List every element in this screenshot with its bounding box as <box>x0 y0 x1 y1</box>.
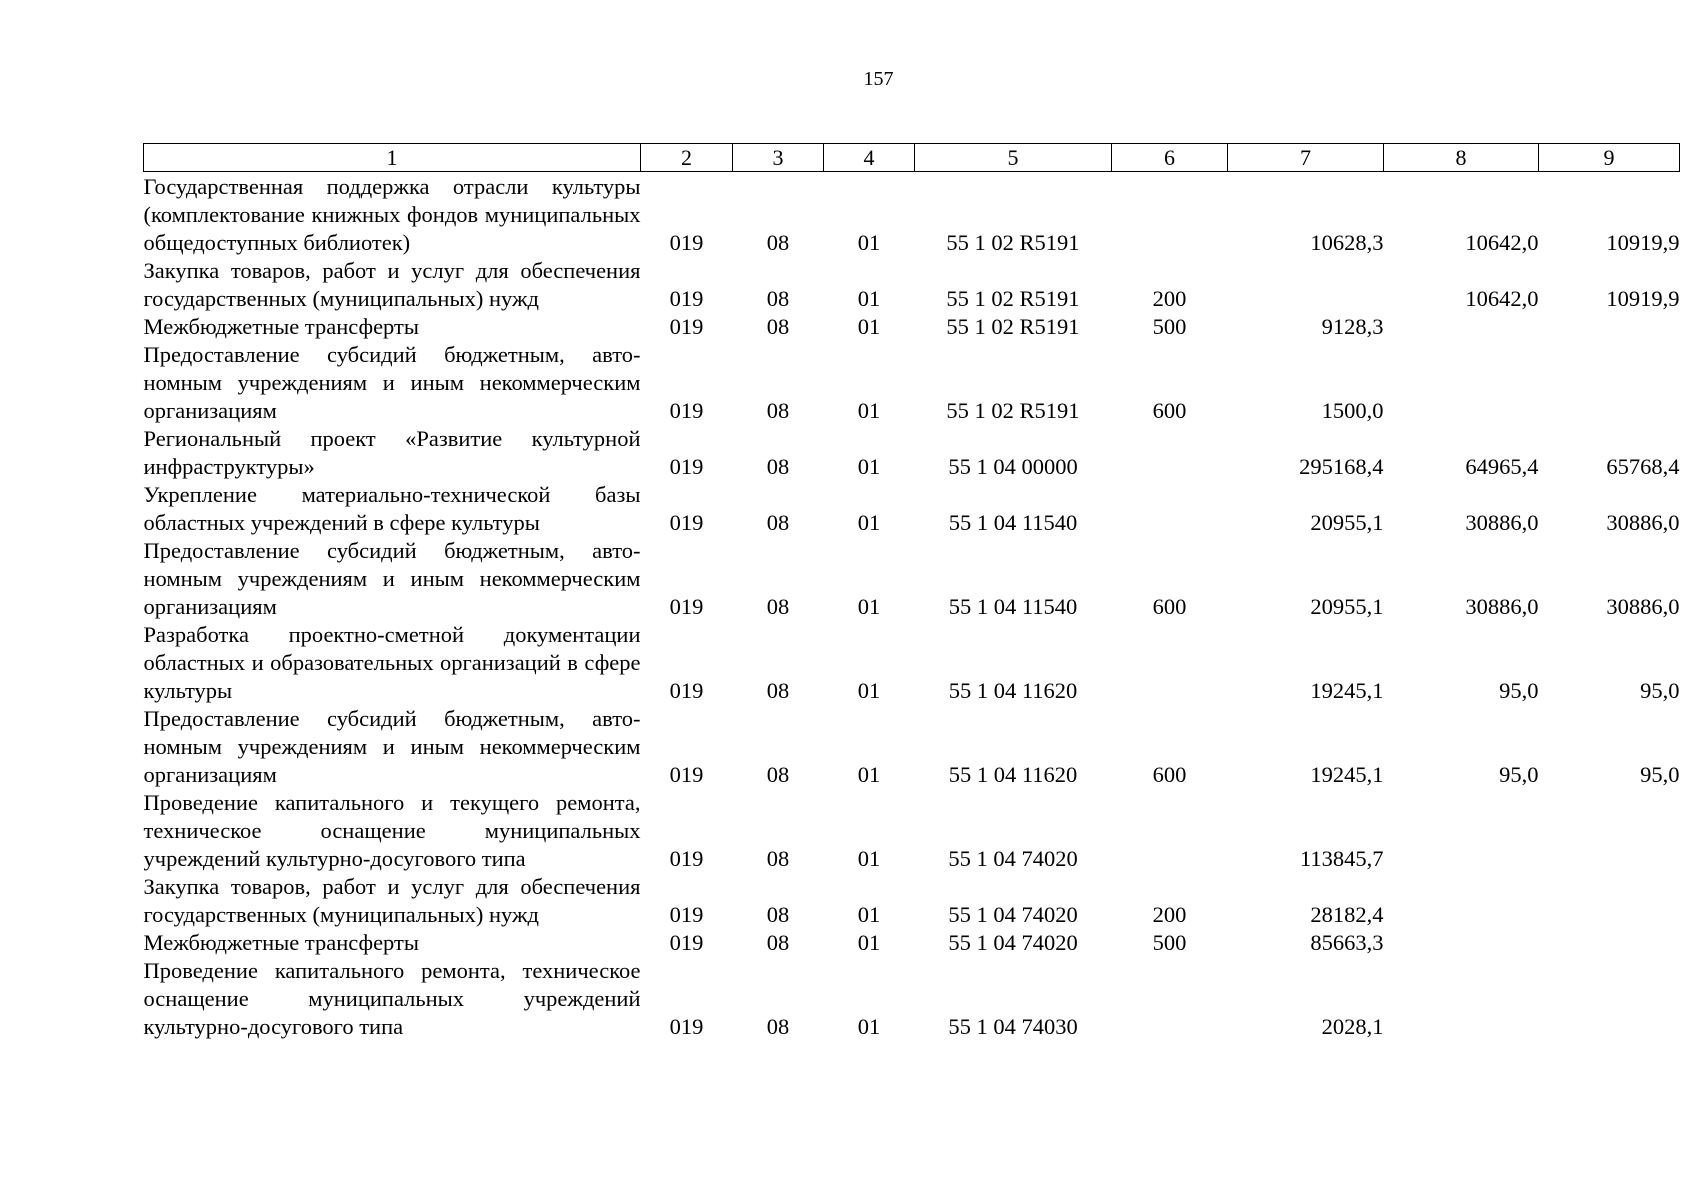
target-article-code: 55 1 04 74020 <box>948 846 1078 871</box>
row-description: Государственная поддержка отрасли культуры (комплектование книжных фондов муниципальных общедоступных библиотек) <box>143 174 641 255</box>
table-header <box>144 144 1680 172</box>
table-row <box>144 705 1680 789</box>
row-description: Закупка товаров, работ и услуг для обеспечения государственных (муниципальных) нужд <box>143 258 641 311</box>
amount-col-8: 30886,0 <box>1465 510 1539 535</box>
section-code: 08 <box>766 930 790 955</box>
section-code: 08 <box>766 230 790 255</box>
expense-type-code: 200 <box>1152 902 1187 927</box>
subsection-code: 01 <box>857 846 881 871</box>
table-row <box>144 257 1680 313</box>
section-code: 08 <box>766 902 790 927</box>
amount-col-8 <box>1384 929 1539 957</box>
subsection-code: 01 <box>857 930 881 955</box>
section-code: 08 <box>766 762 790 787</box>
column-header-7: 7 <box>1228 144 1384 172</box>
amount-col-8 <box>1384 313 1539 341</box>
column-header-4: 4 <box>824 144 915 172</box>
expense-type-code: 500 <box>1152 930 1187 955</box>
amount-col-8: 64965,4 <box>1465 454 1539 479</box>
amount-col-7 <box>1228 257 1384 313</box>
amount-col-9 <box>1539 873 1680 929</box>
target-article-code: 55 1 02 R5191 <box>946 230 1080 255</box>
subsection-code: 01 <box>857 678 881 703</box>
amount-col-9: 65768,4 <box>1606 454 1680 479</box>
amount-col-7: 9128,3 <box>1321 314 1384 339</box>
column-header-1: 1 <box>144 144 641 172</box>
section-code: 08 <box>766 594 790 619</box>
column-header-6: 6 <box>1112 144 1228 172</box>
section-code: 08 <box>766 286 790 311</box>
amount-col-7: 20955,1 <box>1310 510 1384 535</box>
target-article-code: 55 1 04 74020 <box>948 930 1078 955</box>
amount-col-7: 113845,7 <box>1299 846 1384 871</box>
expense-type-code <box>1112 425 1228 481</box>
amount-col-7: 28182,4 <box>1310 902 1384 927</box>
expense-type-code: 600 <box>1152 594 1187 619</box>
column-header-5: 5 <box>915 144 1112 172</box>
target-article-code: 55 1 04 11540 <box>948 510 1078 535</box>
row-description: Межбюджетные трансферты <box>143 314 419 339</box>
target-article-code: 55 1 04 00000 <box>948 454 1078 479</box>
ministry-code: 019 <box>669 930 704 955</box>
ministry-code: 019 <box>669 1014 704 1039</box>
subsection-code: 01 <box>857 398 881 423</box>
target-article-code: 55 1 02 R5191 <box>946 398 1080 423</box>
ministry-code: 019 <box>669 678 704 703</box>
table-body <box>144 172 1680 1042</box>
section-code: 08 <box>766 678 790 703</box>
ministry-code: 019 <box>669 902 704 927</box>
amount-col-9: 10919,9 <box>1606 286 1680 311</box>
subsection-code: 01 <box>857 454 881 479</box>
expense-type-code: 600 <box>1152 762 1187 787</box>
row-description: Закупка товаров, работ и услуг для обеспечения государственных (муниципальных) нужд <box>143 874 641 927</box>
table-row <box>144 313 1680 341</box>
amount-col-8 <box>1384 957 1539 1041</box>
amount-col-8: 30886,0 <box>1465 594 1539 619</box>
section-code: 08 <box>766 846 790 871</box>
section-code: 08 <box>766 314 790 339</box>
amount-col-7: 295168,4 <box>1299 454 1384 479</box>
row-description: Межбюджетные трансферты <box>143 930 419 955</box>
table-row <box>144 425 1680 481</box>
table-row <box>144 873 1680 929</box>
page-number: 157 <box>863 68 894 90</box>
subsection-code: 01 <box>857 594 881 619</box>
expense-type-code: 200 <box>1152 286 1187 311</box>
table-row <box>144 481 1680 537</box>
subsection-code: 01 <box>857 1014 881 1039</box>
ministry-code: 019 <box>669 762 704 787</box>
target-article-code: 55 1 04 11620 <box>948 762 1078 787</box>
column-header-8: 8 <box>1384 144 1539 172</box>
row-description: Разработка проектно-сметной документации областных и образовательных организаций в сфере культуры <box>143 622 641 703</box>
amount-col-8: 10642,0 <box>1465 286 1539 311</box>
amount-col-9 <box>1539 957 1680 1041</box>
amount-col-7: 85663,3 <box>1310 930 1384 955</box>
amount-col-9 <box>1539 929 1680 957</box>
target-article-code: 55 1 04 11620 <box>948 678 1078 703</box>
amount-col-9 <box>1539 341 1680 425</box>
ministry-code: 019 <box>669 230 704 255</box>
subsection-code: 01 <box>857 230 881 255</box>
amount-col-9: 30886,0 <box>1606 510 1680 535</box>
column-header-3: 3 <box>733 144 824 172</box>
row-description: Проведение капитального ремонта, техническое оснащение муниципальных учреждений культурно-досугового типа <box>143 958 641 1039</box>
subsection-code: 01 <box>857 762 881 787</box>
amount-col-7: 1500,0 <box>1321 398 1384 423</box>
row-description: Предоставление субсидий бюджетным, автономным учреждениям и иным некоммерческим организациям <box>143 538 641 619</box>
amount-col-9: 95,0 <box>1640 762 1680 787</box>
table-row <box>144 537 1680 621</box>
expense-type-code <box>1112 789 1228 873</box>
ministry-code: 019 <box>669 314 704 339</box>
table-row <box>144 957 1680 1041</box>
section-code: 08 <box>766 1014 790 1039</box>
ministry-code: 019 <box>669 594 704 619</box>
amount-col-7: 20955,1 <box>1310 594 1384 619</box>
amount-col-8 <box>1384 873 1539 929</box>
column-header-2: 2 <box>641 144 733 172</box>
target-article-code: 55 1 04 74030 <box>948 1014 1078 1039</box>
row-description: Предоставление субсидий бюджетным, автономным учреждениям и иным некоммерческим организациям <box>143 706 641 787</box>
amount-col-8 <box>1384 341 1539 425</box>
expense-type-code <box>1112 957 1228 1041</box>
amount-col-7: 2028,1 <box>1321 1014 1384 1039</box>
ministry-code: 019 <box>669 398 704 423</box>
expense-type-code <box>1112 172 1228 258</box>
subsection-code: 01 <box>857 286 881 311</box>
row-description: Проведение капитального и текущего ремонта, техническое оснащение муниципальных учреждений культурно-досугового типа <box>143 790 641 871</box>
amount-col-8: 95,0 <box>1499 678 1539 703</box>
target-article-code: 55 1 04 74020 <box>948 902 1078 927</box>
subsection-code: 01 <box>857 902 881 927</box>
expense-type-code <box>1112 481 1228 537</box>
row-description: Предоставление субсидий бюджетным, автономным учреждениям и иным некоммерческим организациям <box>143 342 641 423</box>
table-row <box>144 789 1680 873</box>
table-row <box>144 621 1680 705</box>
table-row <box>144 172 1680 258</box>
table-row <box>144 341 1680 425</box>
expense-type-code: 500 <box>1152 314 1187 339</box>
section-code: 08 <box>766 510 790 535</box>
amount-col-7: 19245,1 <box>1310 762 1384 787</box>
amount-col-9 <box>1539 789 1680 873</box>
expense-type-code <box>1112 621 1228 705</box>
section-code: 08 <box>766 454 790 479</box>
row-description: Укрепление материально-технической базы областных учреждений в сфере культуры <box>143 482 641 535</box>
subsection-code: 01 <box>857 510 881 535</box>
ministry-code: 019 <box>669 286 704 311</box>
ministry-code: 019 <box>669 454 704 479</box>
target-article-code: 55 1 02 R5191 <box>946 286 1080 311</box>
table-row <box>144 929 1680 957</box>
amount-col-8: 95,0 <box>1499 762 1539 787</box>
ministry-code: 019 <box>669 510 704 535</box>
amount-col-9: 10919,9 <box>1606 230 1680 255</box>
column-header-9: 9 <box>1539 144 1680 172</box>
target-article-code: 55 1 02 R5191 <box>946 314 1080 339</box>
amount-col-7: 10628,3 <box>1310 230 1384 255</box>
amount-col-7: 19245,1 <box>1310 678 1384 703</box>
section-code: 08 <box>766 398 790 423</box>
amount-col-9 <box>1539 313 1680 341</box>
amount-col-8: 10642,0 <box>1465 230 1539 255</box>
amount-col-9: 30886,0 <box>1606 594 1680 619</box>
amount-col-9: 95,0 <box>1640 678 1680 703</box>
budget-table <box>143 143 1680 1041</box>
target-article-code: 55 1 04 11540 <box>948 594 1078 619</box>
amount-col-8 <box>1384 789 1539 873</box>
subsection-code: 01 <box>857 314 881 339</box>
ministry-code: 019 <box>669 846 704 871</box>
row-description: Региональный проект «Развитие культурной инфраструктуры» <box>143 426 641 479</box>
header-row <box>144 144 1680 172</box>
expense-type-code: 600 <box>1152 398 1187 423</box>
